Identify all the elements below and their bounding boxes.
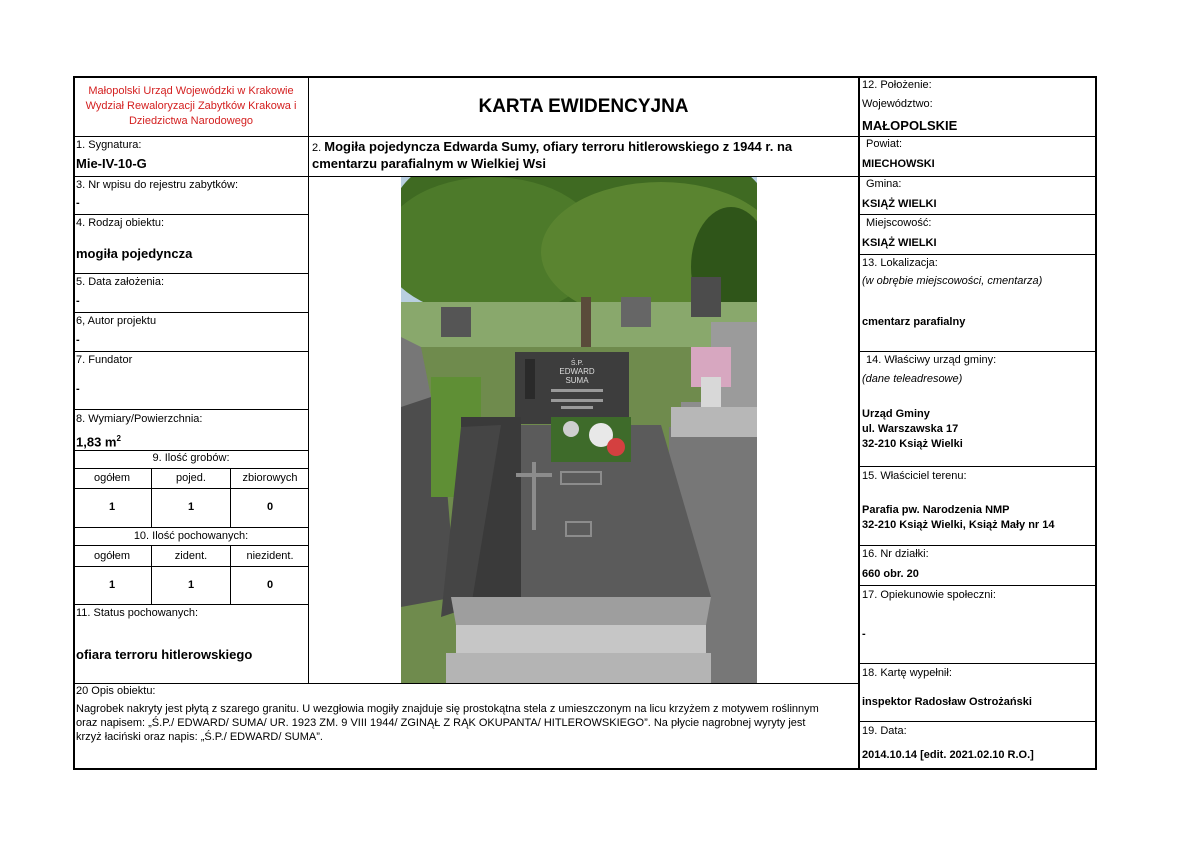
- locality-value: KSIĄŻ WIELKI: [862, 237, 937, 249]
- f4-label: 4. Rodzaj obiektu:: [76, 217, 165, 229]
- f9-label: 9. Ilość grobów:: [152, 452, 230, 464]
- divider-f8: [73, 450, 309, 451]
- divider-header-bottom: [73, 136, 859, 137]
- office-line-3: Dziedzictwa Narodowego: [128, 115, 254, 127]
- divider-f16: [859, 585, 1097, 586]
- divider-f13: [859, 351, 1097, 352]
- f8-value: 1,83 $m^2$: [76, 434, 121, 450]
- f10-header-identified: zident.: [174, 550, 208, 562]
- locality-label: Miejscowość:: [866, 217, 932, 229]
- f10-value-unidentified: 0: [266, 579, 274, 591]
- f14-line-3: 32-210 Książ Wielki: [862, 438, 963, 450]
- divider-voiv: [859, 136, 1097, 137]
- f13-label: 13. Lokalizacja:: [862, 257, 938, 269]
- stele-text-1: Ś.P.: [570, 360, 584, 367]
- divider-f9-cols: [73, 488, 309, 489]
- f2-line-1: 2. Mogiła pojedyncza Edwarda Sumy, ofiary terroru hitlerowskiego z 1944 r. na: [312, 139, 793, 154]
- f13-hint: (w obrębie miejscowości, cmentarza): [862, 275, 1043, 287]
- f10-header-total: ogółem: [93, 550, 131, 562]
- f19-value: 2014.10.14 [edit. 2021.02.10 R.O.]: [862, 749, 1034, 761]
- f4-value: mogiła pojedyncza: [76, 246, 193, 261]
- divider-f3: [73, 214, 309, 215]
- divider-f14: [859, 466, 1097, 467]
- f10-value-total: 1: [108, 579, 116, 591]
- f9-value-single: 1: [187, 501, 195, 513]
- divider-f18: [859, 721, 1097, 722]
- divider-powiat: [859, 176, 1097, 177]
- divider-f9-vals: [73, 527, 309, 528]
- f1-label: 1. Sygnatura:: [76, 139, 142, 151]
- divider-gmina: [859, 214, 1097, 215]
- f14-label: 14. Właściwy urząd gminy:: [866, 354, 997, 366]
- divider-right-col: [858, 76, 860, 770]
- f9-header-single: pojed.: [176, 472, 206, 484]
- f15-label: 15. Właściciel terenu:: [862, 470, 967, 482]
- f19-label: 19. Data:: [862, 725, 907, 737]
- f8-label: 8. Wymiary/Powierzchnia:: [76, 413, 203, 425]
- description-line-3: krzyż łaciński oraz napis: „Ś.P./ EDWARD/ SUMA”.: [76, 731, 323, 743]
- f16-value: 660 obr. 20: [862, 568, 919, 580]
- gmina-label: Gmina:: [866, 178, 902, 190]
- description-line-1: Nagrobek nakryty jest płytą z szarego granitu. U wezgłowia mogiły znajduje się prostokątna stela z umieszczonym na licu krzyżem z motywem roślinnym: [76, 703, 819, 715]
- f9-value-collective: 0: [266, 501, 274, 513]
- voivodeship-value: MAŁOPOLSKIE: [862, 118, 958, 133]
- office-line-2: Wydział Rewaloryzacji Zabytków Krakowa i: [85, 100, 297, 112]
- f7-label: 7. Fundator: [76, 354, 133, 366]
- office-line-1: Małopolski Urząd Wojewódzki w Krakowie: [88, 85, 294, 97]
- f6-value: -: [76, 334, 80, 346]
- f3-value: -: [76, 197, 80, 209]
- powiat-label: Powiat:: [866, 138, 903, 150]
- f10-value-identified: 1: [187, 579, 195, 591]
- f14-line-2: ul. Warszawska 17: [862, 423, 959, 435]
- f14-line-1: Urząd Gminy: [862, 408, 930, 420]
- f14-hint: (dane teleadresowe): [862, 373, 963, 385]
- divider-f4: [73, 273, 309, 274]
- f7-value: -: [76, 383, 80, 395]
- f3-label: 3. Nr wpisu do rejestru zabytków:: [76, 179, 239, 191]
- f5-value: -: [76, 295, 80, 307]
- divider-f10-vals: [73, 604, 309, 605]
- card-title: KARTA EWIDENCYJNA: [478, 96, 689, 117]
- f10-header-unidentified: niezident.: [246, 550, 294, 562]
- voivodeship-label: Województwo:: [862, 98, 933, 110]
- f1-value: Mie-IV-10-G: [76, 156, 147, 171]
- f5-label: 5. Data założenia:: [76, 276, 165, 288]
- powiat-value: MIECHOWSKI: [862, 158, 935, 170]
- f12-label: 12. Położenie:: [862, 79, 932, 91]
- divider-f7: [73, 409, 309, 410]
- f9-header-total: ogółem: [93, 472, 131, 484]
- divider-f17: [859, 663, 1097, 664]
- f11-label: 11. Status pochowanych:: [76, 607, 199, 619]
- f9-header-collective: zbiorowych: [242, 472, 298, 484]
- divider-f10-cols: [73, 566, 309, 567]
- divider-f1: [73, 176, 309, 177]
- f15-line-2: 32-210 Książ Wielki, Książ Mały nr 14: [862, 519, 1055, 531]
- divider-f15: [859, 545, 1097, 546]
- divider-locality: [859, 254, 1097, 255]
- f17-value: -: [862, 628, 866, 640]
- grave-photo: [401, 177, 757, 683]
- f10-label: 10. Ilość pochowanych:: [133, 530, 249, 542]
- f11-value: ofiara terroru hitlerowskiego: [76, 647, 253, 662]
- divider-description: [73, 683, 859, 684]
- divider-f10-head: [73, 545, 309, 546]
- stele-text-2: EDWARD: [559, 367, 595, 376]
- divider-f6: [73, 351, 309, 352]
- divider-f5: [73, 312, 309, 313]
- f13-value: cmentarz parafialny: [862, 316, 966, 328]
- f2-line-2: cmentarzu parafialnym w Wielkiej Wsi: [312, 156, 546, 171]
- f15-line-1: Parafia pw. Narodzenia NMP: [862, 504, 1010, 516]
- f16-label: 16. Nr działki:: [862, 548, 929, 560]
- f17-label: 17. Opiekunowie społeczni:: [862, 589, 996, 601]
- f18-value: inspektor Radosław Ostrożański: [862, 696, 1032, 708]
- stele-text-3: SUMA: [565, 376, 589, 385]
- gmina-value: KSIĄŻ WIELKI: [862, 198, 937, 210]
- f18-label: 18. Kartę wypełnił:: [862, 667, 952, 679]
- description-line-2: oraz napisem: „Ś.P./ EDWARD/ SUMA/ UR. 1923 ZM. 9 VIII 1944/ ZGINĄŁ Z RĄK OKUPANTA/ HITLEROWSKIEGO”. Na płycie nagrobnej wyryty jest: [76, 717, 806, 729]
- divider-f9-head: [73, 468, 309, 469]
- f9-value-total: 1: [108, 501, 116, 513]
- f6-label: 6, Autor projektu: [76, 315, 157, 327]
- description-label: 20 Opis obiektu:: [76, 685, 156, 697]
